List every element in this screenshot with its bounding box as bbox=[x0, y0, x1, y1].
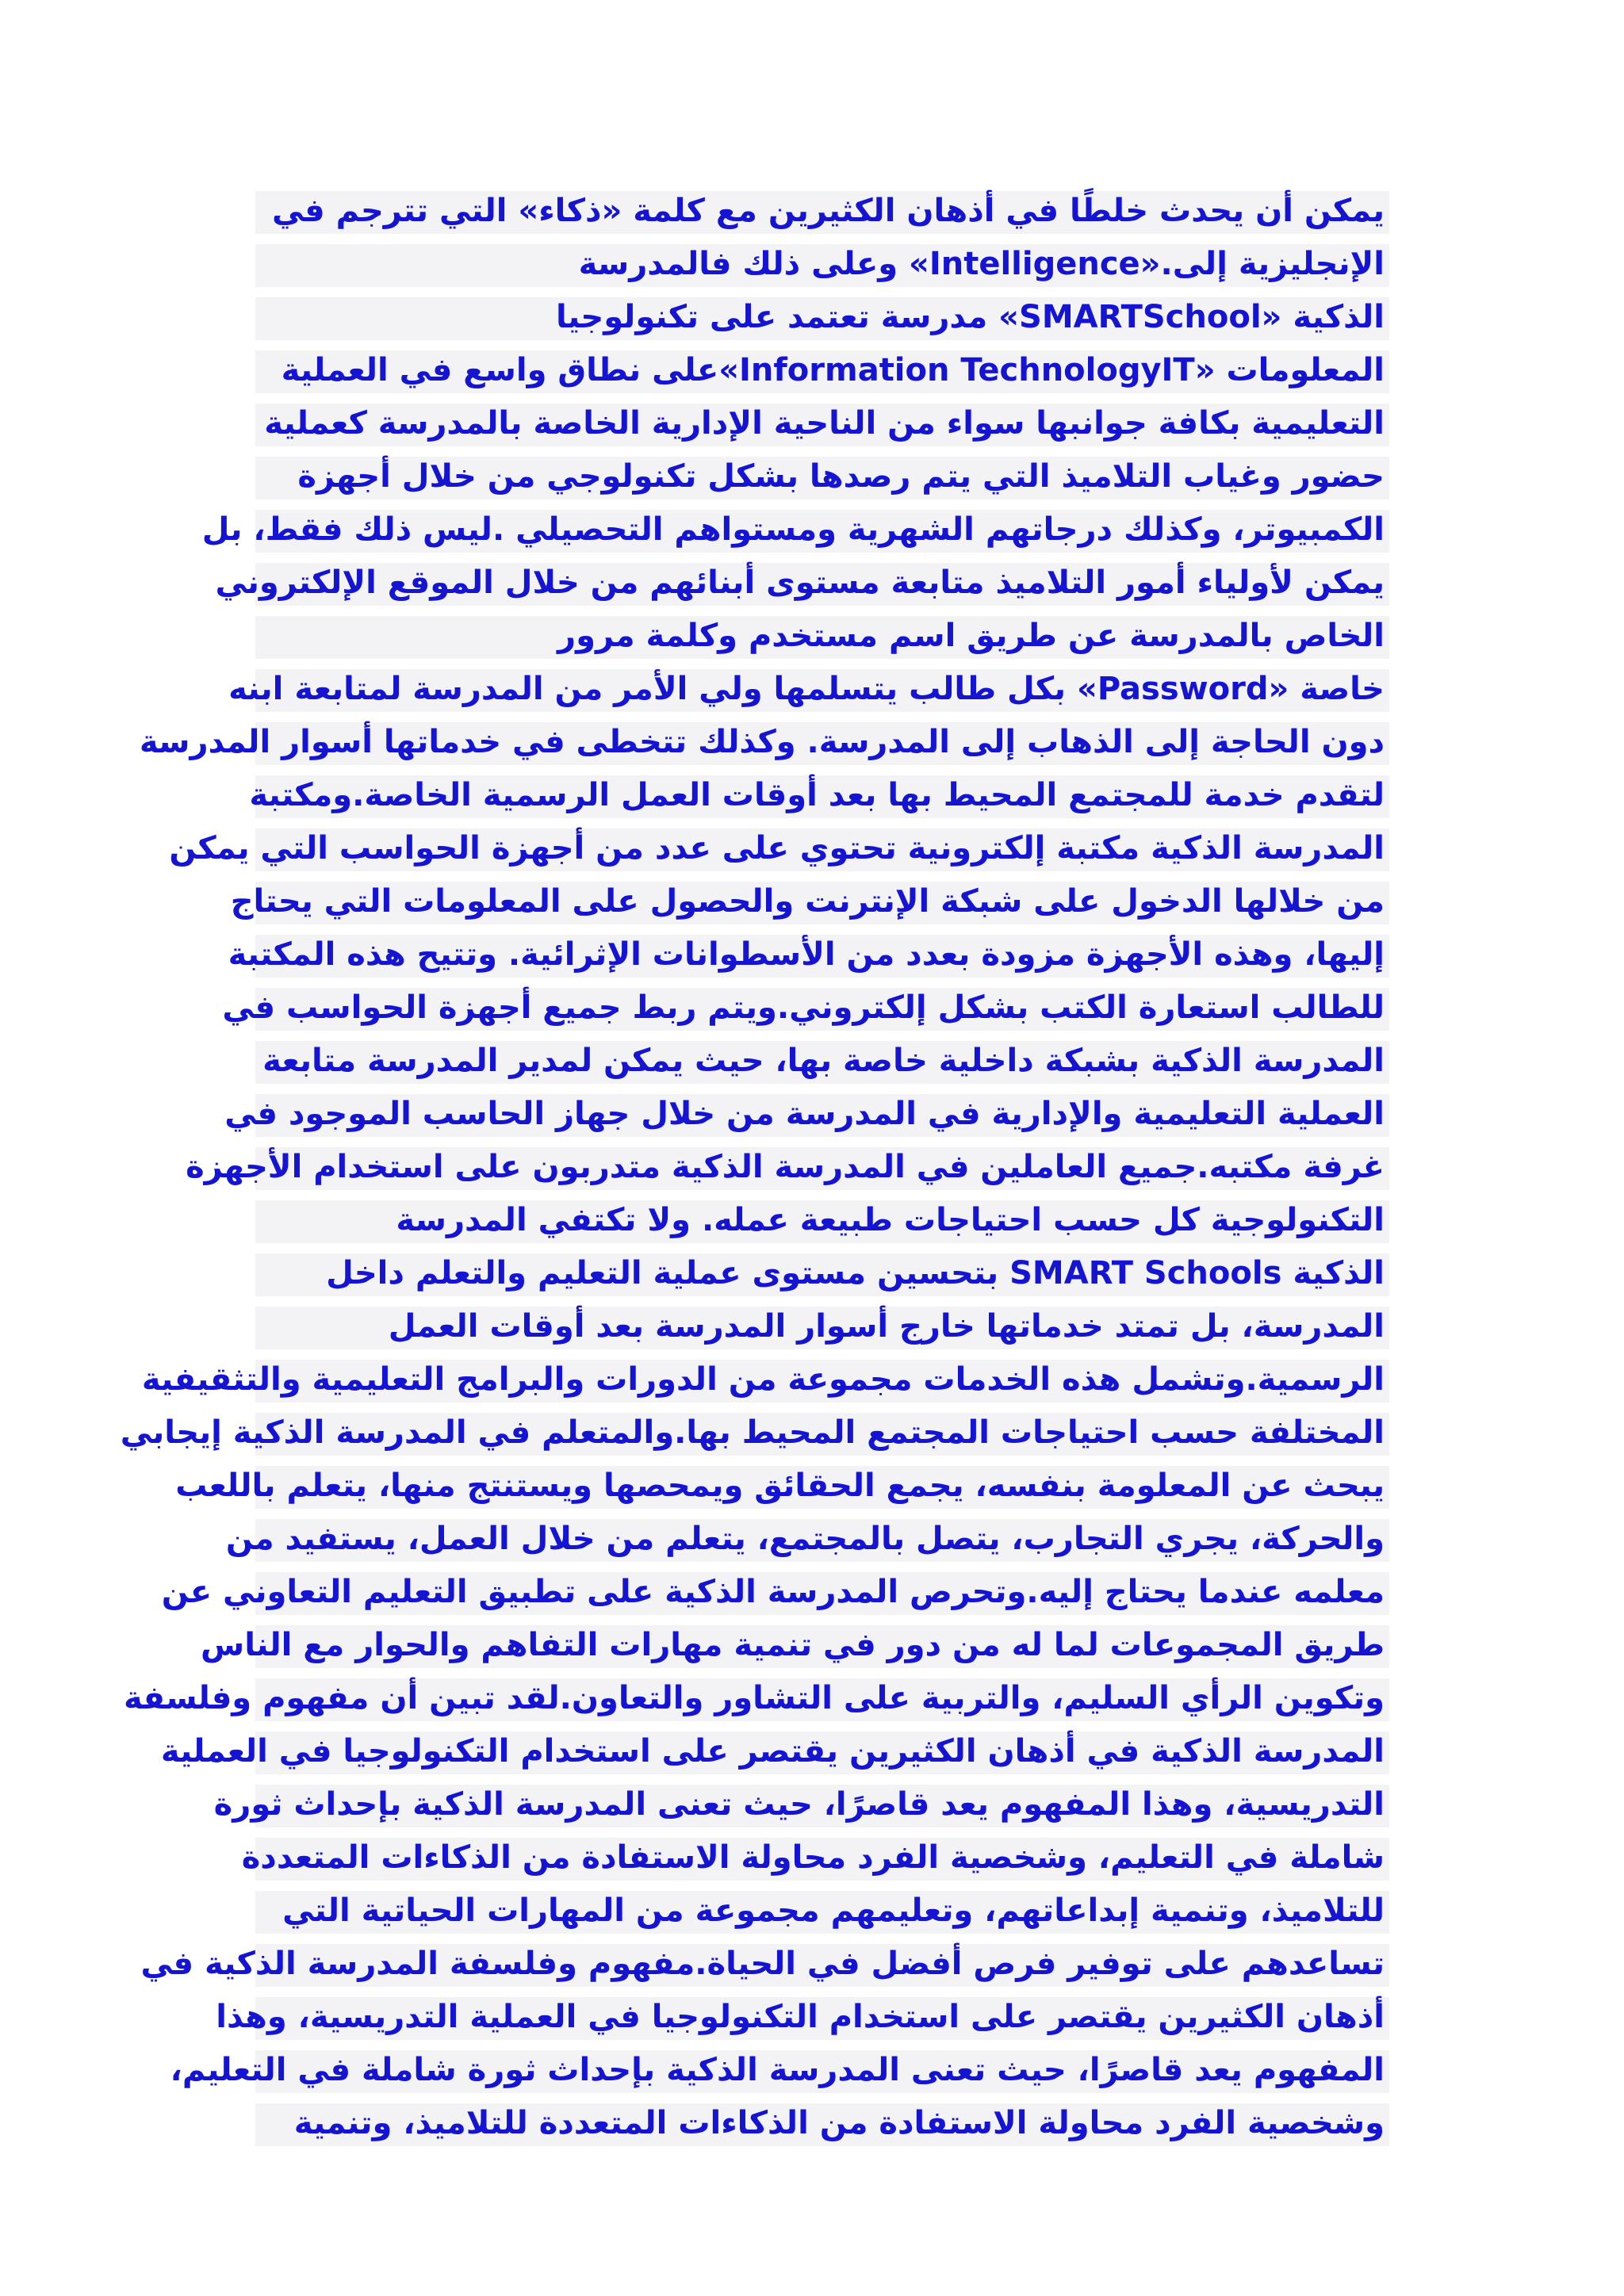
text-line: تساعدهم على توفير فرص أفضل في الحياة.مفهوم وفلسفة المدرسة الذكية في bbox=[255, 1938, 1389, 1991]
text-line: لتقدم خدمة للمجتمع المحيط بها بعد أوقات العمل الرسمية الخاصة.ومكتبة bbox=[255, 769, 1389, 822]
text-line: والحركة، يجري التجارب، يتصل بالمجتمع، يتعلم من خلال العمل، يستفيد من bbox=[255, 1513, 1389, 1566]
text-line: التدريسية، وهذا المفهوم يعد قاصرًا، حيث تعنى المدرسة الذكية بإحداث ثورة bbox=[255, 1778, 1389, 1831]
text-line: معلمه عندما يحتاج إليه.وتحرص المدرسة الذكية على تطبيق التعليم التعاوني عن bbox=[255, 1566, 1389, 1619]
text-line: المدرسة الذكية بشبكة داخلية خاصة بها، حيث يمكن لمدير المدرسة متابعة bbox=[255, 1035, 1389, 1088]
text-line: غرفة مكتبه.جميع العاملين في المدرسة الذكية متدربون على استخدام الأجهزة bbox=[255, 1141, 1389, 1194]
text-line: المفهوم يعد قاصرًا، حيث تعنى المدرسة الذكية بإحداث ثورة شاملة في التعليم، bbox=[255, 2044, 1389, 2097]
text-line: حضور وغياب التلاميذ التي يتم رصدها بشكل تكنولوجي من خلال أجهزة bbox=[255, 450, 1389, 503]
text-line: شاملة في التعليم، وشخصية الفرد محاولة الاستفادة من الذكاءات المتعددة bbox=[255, 1831, 1389, 1885]
text-line: يمكن أن يحدث خلطًا في أذهان الكثيرين مع كلمة «ذكاء» التي تترجم في bbox=[255, 185, 1389, 238]
text-line: دون الحاجة إلى الذهاب إلى المدرسة. وكذلك تتخطى في خدماتها أسوار المدرسة bbox=[255, 716, 1389, 769]
text-line: يمكن لأولياء أمور التلاميذ متابعة مستوى أبنائهم من خلال الموقع الإلكتروني bbox=[255, 557, 1389, 610]
text-line: الذكية «SMARTSchool» مدرسة تعتمد على تكنولوجيا bbox=[255, 291, 1389, 344]
text-line: للطالب استعارة الكتب بشكل إلكتروني.ويتم ربط جميع أجهزة الحواسب في bbox=[255, 982, 1389, 1035]
text-line: المختلفة حسب احتياجات المجتمع المحيط بها.والمتعلم في المدرسة الذكية إيجابي bbox=[255, 1406, 1389, 1460]
text-line: الذكية SMART Schools بتحسين مستوى عملية التعليم والتعلم داخل bbox=[255, 1247, 1389, 1300]
article-body bbox=[120, 185, 1389, 2150]
text-line: الرسمية.وتشمل هذه الخدمات مجموعة من الدورات والبرامج التعليمية والتثقيفية bbox=[255, 1353, 1389, 1406]
text-line: المدرسة الذكية مكتبة إلكترونية تحتوي على عدد من أجهزة الحواسب التي يمكن bbox=[255, 822, 1389, 875]
text-line: الإنجليزية إلى.«Intelligence» وعلى ذلك فالمدرسة bbox=[255, 238, 1389, 291]
text-line: المدرسة الذكية في أذهان الكثيرين يقتصر على استخدام التكنولوجيا في العملية bbox=[255, 1725, 1389, 1778]
text-line: أذهان الكثيرين يقتصر على استخدام التكنولوجيا في العملية التدريسية، وهذا bbox=[255, 1991, 1389, 2044]
text-line: إليها، وهذه الأجهزة مزودة بعدد من الأسطوانات الإثرائية. وتتيح هذه المكتبة bbox=[255, 928, 1389, 982]
text-line: التعليمية بكافة جوانبها سواء من الناحية الإدارية الخاصة بالمدرسة كعملية bbox=[255, 397, 1389, 450]
text-line: التكنولوجية كل حسب احتياجات طبيعة عمله. ولا تكتفي المدرسة bbox=[255, 1194, 1389, 1247]
text-line: للتلاميذ، وتنمية إبداعاتهم، وتعليمهم مجموعة من المهارات الحياتية التي bbox=[255, 1885, 1389, 1938]
text-line: طريق المجموعات لما له من دور في تنمية مهارات التفاهم والحوار مع الناس bbox=[255, 1619, 1389, 1672]
text-line: العملية التعليمية والإدارية في المدرسة من خلال جهاز الحاسب الموجود في bbox=[255, 1088, 1389, 1141]
text-line: يبحث عن المعلومة بنفسه، يجمع الحقائق ويمحصها ويستنتج منها، يتعلم باللعب bbox=[255, 1460, 1389, 1513]
text-line: المدرسة، بل تمتد خدماتها خارج أسوار المدرسة بعد أوقات العمل bbox=[255, 1300, 1389, 1353]
text-line: خاصة «Password» بكل طالب يتسلمها ولي الأمر من المدرسة لمتابعة ابنه bbox=[255, 663, 1389, 716]
text-line: وشخصية الفرد محاولة الاستفادة من الذكاءات المتعددة للتلاميذ، وتنمية bbox=[255, 2097, 1389, 2150]
text-line: وتكوين الرأي السليم، والتربية على التشاور والتعاون.لقد تبين أن مفهوم وفلسفة bbox=[255, 1672, 1389, 1725]
text-line: من خلالها الدخول على شبكة الإنترنت والحصول على المعلومات التي يحتاج bbox=[255, 875, 1389, 928]
text-line: الكمبيوتر، وكذلك درجاتهم الشهرية ومستواهم التحصيلي .ليس ذلك فقط، بل bbox=[255, 503, 1389, 557]
text-line: المعلومات «Information TechnologyIT»على نطاق واسع في العملية bbox=[255, 344, 1389, 397]
text-line: الخاص بالمدرسة عن طريق اسم مستخدم وكلمة مرور bbox=[255, 610, 1389, 663]
